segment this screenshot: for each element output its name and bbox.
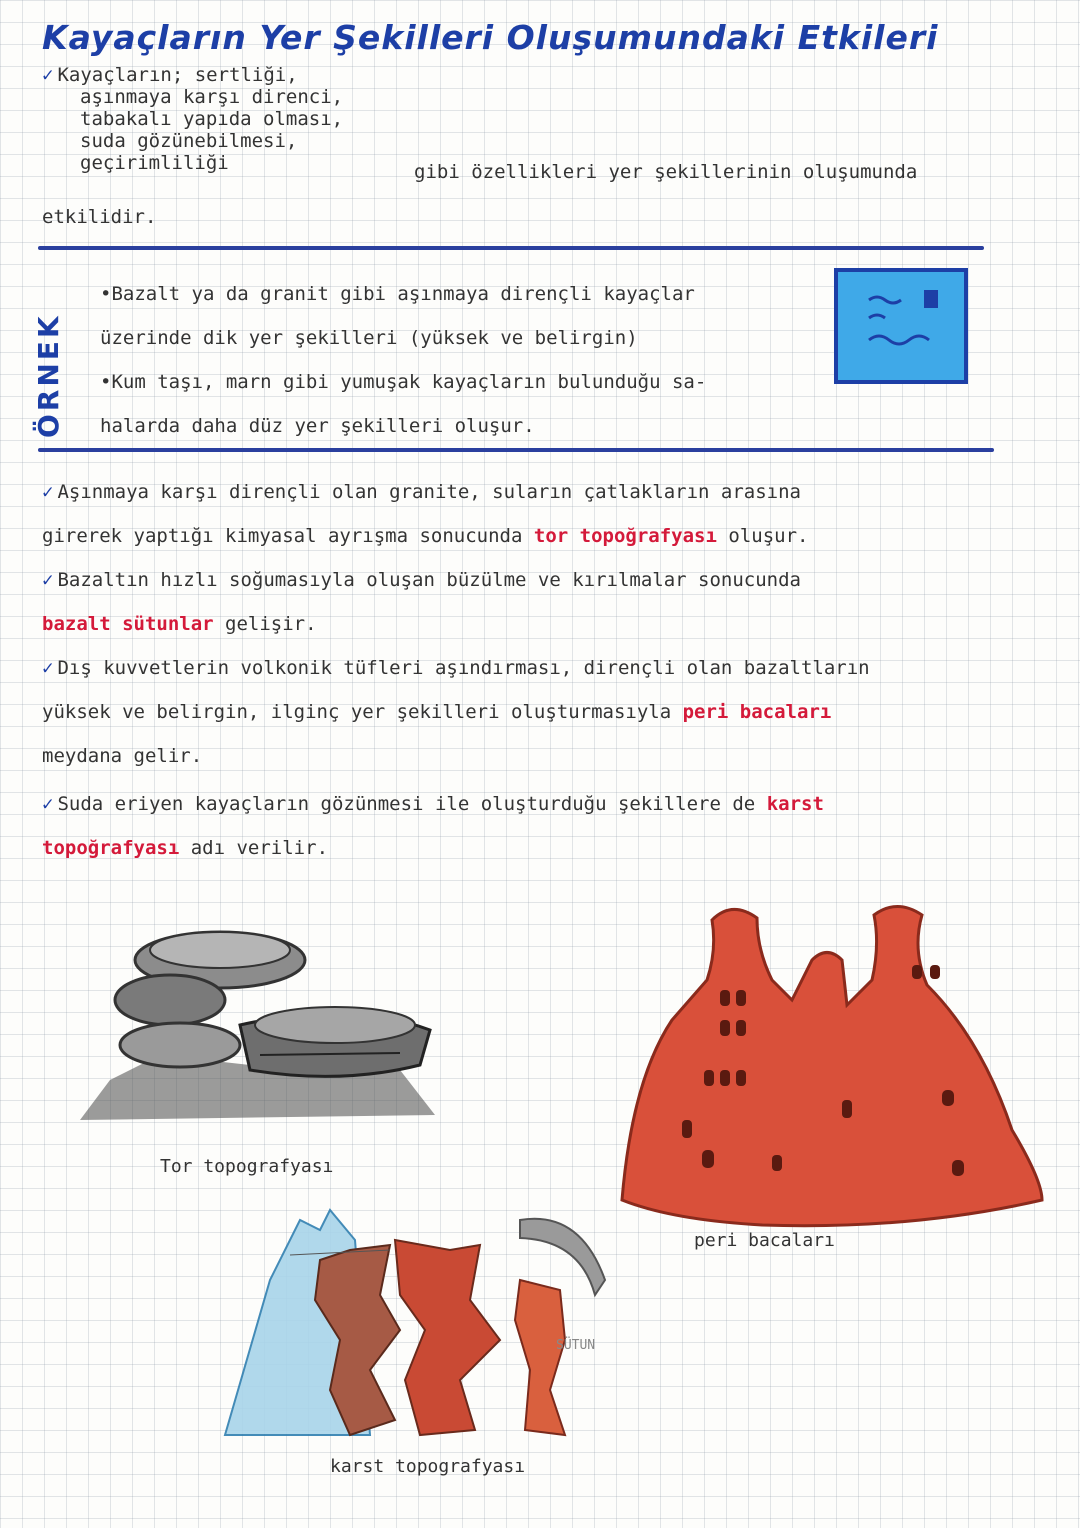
example-note-icon bbox=[834, 268, 968, 384]
tor-topography-drawing bbox=[70, 905, 440, 1145]
example-line: •Bazalt ya da granit gibi aşınmaya dirençli kayaçlar bbox=[100, 283, 695, 305]
example-line: •Kum taşı, marn gibi yumuşak kayaçların bulunduğu sa- bbox=[100, 371, 707, 393]
list-item: aşınmaya karşı direnci, bbox=[80, 86, 344, 108]
fairy-chimneys-drawing bbox=[612, 900, 1052, 1230]
example-line: üzerinde dik yer şekilleri (yüksek ve belirgin) bbox=[100, 327, 638, 349]
caption-tor: Tor topografyası bbox=[160, 1156, 334, 1177]
term-karst: karst bbox=[766, 793, 824, 815]
list-item: geçirimliliği bbox=[80, 152, 229, 174]
checkmark-icon: ✓ bbox=[42, 569, 54, 591]
example-text bbox=[100, 272, 706, 448]
divider bbox=[38, 246, 984, 250]
term-tor: tor topoğrafyası bbox=[533, 525, 717, 547]
paragraph-peri: ✓ Dış kuvvetlerin volkonik tüfleri aşındırması, dirençli olan bazaltların yüksek ve belirgin, ilginç yer şekilleri oluşturmasıyla peri bacaları meydana gelir. bbox=[42, 657, 870, 767]
paragraph-karst: ✓ Suda eriyen kayaçların gözünmesi ile oluşturduğu şekillere de karst topoğrafyası adı verilir. bbox=[42, 793, 824, 859]
term-karst-2: topoğrafyası bbox=[42, 837, 180, 859]
checkmark-icon: ✓ bbox=[42, 657, 54, 679]
properties-list bbox=[42, 64, 343, 174]
caption-karst: karst topografyası bbox=[330, 1456, 526, 1477]
example-line: halarda daha düz yer şekilleri oluşur. bbox=[100, 415, 535, 437]
checkmark-icon: ✓ bbox=[42, 793, 54, 815]
properties-tail: gibi özellikleri yer şekillerinin oluşumunda bbox=[414, 161, 918, 183]
divider bbox=[38, 448, 994, 452]
list-item: ✓ Kayaçların; sertliği, bbox=[42, 64, 298, 86]
paragraph-tor: ✓ Aşınmaya karşı dirençli olan granite, suların çatlakların arasına girerek yaptığı kimyasal ayrışma sonucunda tor topoğrafyası oluşur. bbox=[42, 481, 809, 547]
example-label: ÖRNEK bbox=[32, 313, 65, 438]
properties-tail2: etkilidir. bbox=[42, 206, 157, 228]
page-title: Kayaçların Yer Şekilleri Oluşumundaki Etkileri bbox=[42, 18, 939, 57]
karst-topography-drawing bbox=[220, 1200, 620, 1450]
paragraph-bazalt: ✓ Bazaltın hızlı soğumasıyla oluşan büzülme ve kırılmalar sonucunda bazalt sütunlar gelişir. bbox=[42, 569, 801, 635]
caption-sutun: SÜTUN bbox=[556, 1338, 596, 1353]
term-bazalt: bazalt sütunlar bbox=[42, 613, 214, 635]
term-peri: peri bacaları bbox=[682, 701, 832, 723]
caption-peri: peri bacaları bbox=[694, 1230, 835, 1251]
list-item: suda gözünebilmesi, bbox=[80, 130, 298, 152]
checkmark-icon: ✓ bbox=[42, 481, 54, 503]
checkmark-icon: ✓ bbox=[42, 64, 54, 86]
list-item: tabakalı yapıda olması, bbox=[80, 108, 344, 130]
